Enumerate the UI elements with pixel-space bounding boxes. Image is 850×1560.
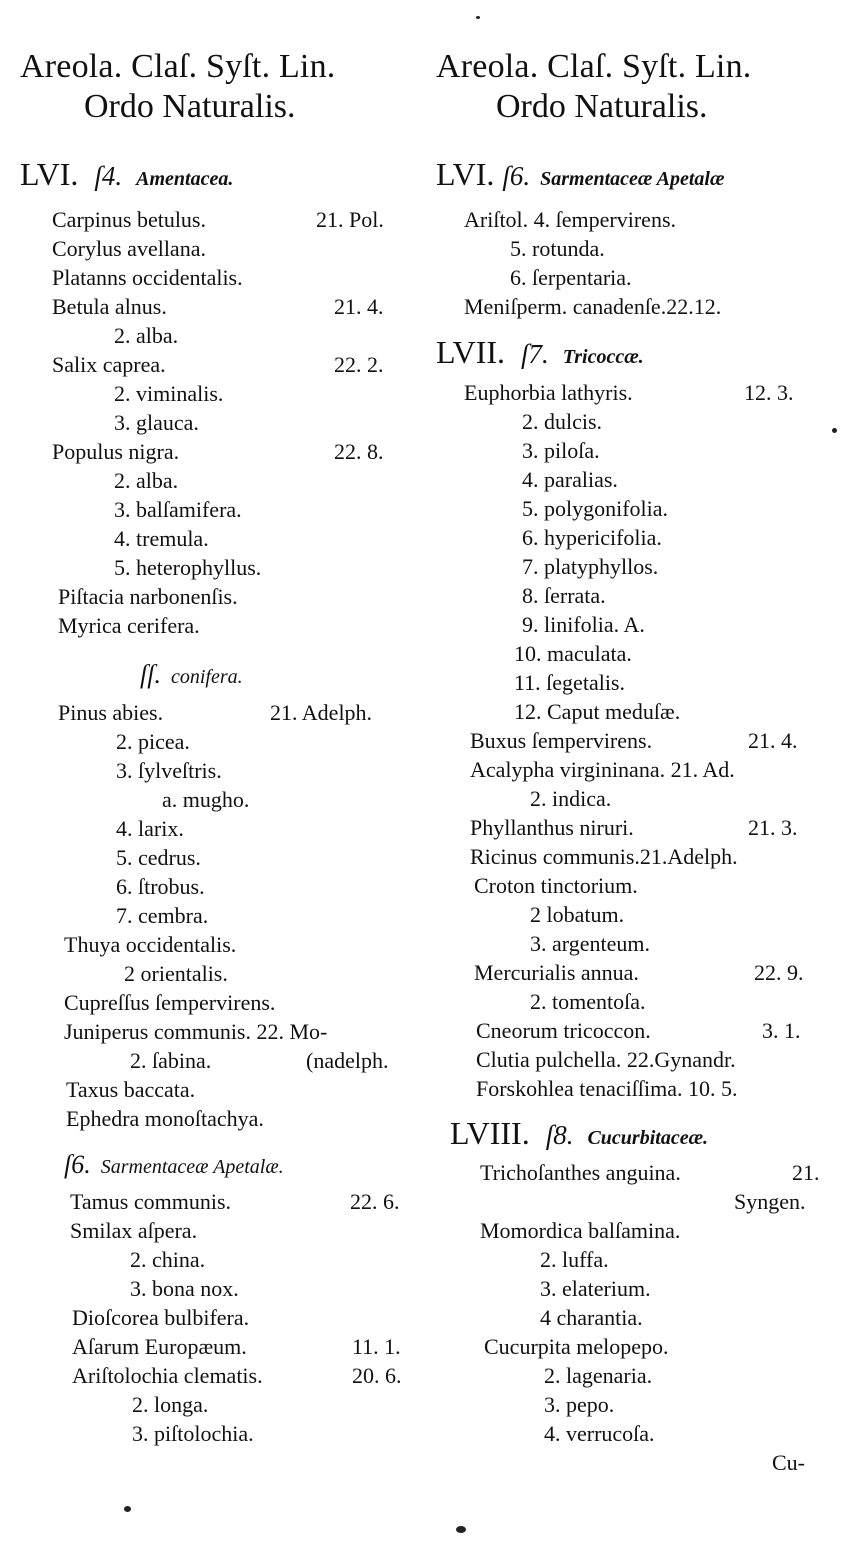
left-subsection-55	[140, 660, 243, 690]
list-item: Forskohlea tenaciſſima. 10. 5.	[476, 1076, 738, 1101]
list-item: Carpinus betulus.	[52, 207, 206, 232]
catchword: Cu-	[772, 1450, 805, 1475]
list-item: 6. hypericifolia.	[522, 525, 662, 550]
list-item: 4 charantia.	[540, 1305, 643, 1330]
list-item: 9. linifolia. A.	[522, 612, 645, 637]
list-item: Platanns occidentalis.	[52, 265, 243, 290]
right-column-subheader: Ordo Naturalis.	[496, 88, 708, 125]
section-family: Tricoccæ.	[562, 346, 644, 368]
list-item: Meniſperm. canadenſe.22.12.	[464, 294, 722, 319]
list-item: 7. platyphyllos.	[522, 554, 659, 579]
list-item: 3. pepo.	[544, 1392, 615, 1417]
list-item: Euphorbia lathyris.	[464, 380, 633, 405]
left-column-header: Areola. Claſ. Syſt. Lin.	[20, 48, 336, 85]
list-item: Taxus baccata.	[66, 1077, 196, 1102]
list-item: 2. picea.	[116, 729, 190, 754]
list-item: Smilax aſpera.	[70, 1218, 198, 1243]
list-item: 3. piloſa.	[522, 438, 600, 463]
list-item: 3. ſylveſtris.	[116, 758, 222, 783]
list-item-class: 21. Adelph.	[270, 700, 373, 725]
section-roman: LVII.	[436, 334, 506, 370]
list-item: Juniperus communis. 22. Mo-	[64, 1019, 328, 1044]
list-item: Croton tinctorium.	[474, 873, 638, 898]
section-number: ſ7.	[521, 339, 549, 369]
list-item: Aſarum Europæum.	[72, 1334, 247, 1359]
list-item: Tamus communis.	[70, 1189, 232, 1214]
list-item: Pinus abies.	[58, 700, 164, 725]
section-family: conifera.	[170, 666, 243, 688]
section-number: ſ8.	[545, 1120, 574, 1150]
list-item: Cupreſſus ſempervirens.	[64, 990, 276, 1015]
section-number: ſ6.	[502, 161, 531, 191]
section-number: ſ4.	[94, 161, 123, 191]
list-item: 5. heterophyllus.	[114, 555, 262, 580]
list-item: 4. larix.	[116, 816, 184, 841]
list-item-class: 12. 3.	[744, 380, 794, 405]
list-item: 3. piſtolochia.	[132, 1421, 254, 1446]
left-subsection-56	[64, 1150, 284, 1180]
list-item: Trichoſanthes anguina.	[480, 1160, 681, 1185]
list-item: 5. cedrus.	[116, 845, 201, 870]
list-item: Myrica cerifera.	[58, 613, 200, 638]
list-item: Piſtacia narbonenſis.	[58, 584, 238, 609]
list-item: a. mugho.	[162, 787, 250, 812]
list-item: Populus nigra.	[52, 439, 180, 464]
list-item: 3. bona nox.	[130, 1276, 239, 1301]
list-item-class: 21. Pol.	[316, 207, 384, 232]
section-roman: LVI.	[20, 156, 79, 192]
list-item: 8. ſerrata.	[522, 583, 606, 608]
list-item: Ephedra monoſtachya.	[66, 1106, 264, 1131]
list-item: Cucurpita melopepo.	[484, 1334, 669, 1359]
list-item-class: 20. 6.	[352, 1363, 402, 1388]
left-column-subheader: Ordo Naturalis.	[84, 88, 296, 125]
list-item: 3. elaterium.	[540, 1276, 651, 1301]
list-item: 2. alba.	[114, 323, 179, 348]
list-item: 6. ſtrobus.	[116, 874, 205, 899]
list-item: Ricinus communis.21.Adelph.	[470, 844, 738, 869]
list-item: 2 orientalis.	[124, 961, 228, 986]
list-item: 2. ſabina.	[130, 1048, 212, 1073]
list-item: Acalypha virgininana. 21. Ad.	[470, 757, 735, 782]
list-item: 4. tremula.	[114, 526, 209, 551]
list-item: 3. glauca.	[114, 410, 199, 435]
list-item-class: 22. 9.	[754, 960, 804, 985]
right-section-lviii	[450, 1115, 708, 1152]
list-item: 3. argenteum.	[530, 931, 650, 956]
list-item: 4. verrucoſa.	[544, 1421, 655, 1446]
section-roman: LVIII.	[450, 1115, 530, 1151]
list-item: 10. maculata.	[514, 641, 632, 666]
ink-speck	[456, 1526, 466, 1533]
list-item: Dioſcorea bulbifera.	[72, 1305, 250, 1330]
section-family: Sarmentaceæ Apetalæ.	[100, 1156, 284, 1178]
list-item: 2. viminalis.	[114, 381, 224, 406]
list-item: Ariſtolochia clematis.	[72, 1363, 263, 1388]
list-item: 5. rotunda.	[510, 236, 605, 261]
section-number: ſſ.	[140, 660, 161, 689]
list-item: 2. tomentoſa.	[530, 989, 646, 1014]
list-item: Clutia pulchella. 22.Gynandr.	[476, 1047, 736, 1072]
list-item-class: 21.	[792, 1160, 820, 1185]
list-item: Buxus ſempervirens.	[470, 728, 653, 753]
right-section-lvi	[436, 156, 724, 193]
list-item: 2. lagenaria.	[544, 1363, 653, 1388]
section-family: Sarmentaceæ Apetalæ	[540, 168, 725, 190]
list-item: 2. luffa.	[540, 1247, 609, 1272]
list-item: Momordica balſamina.	[480, 1218, 681, 1243]
list-item: Cneorum tricoccon.	[476, 1018, 651, 1043]
left-section-lvi	[20, 156, 233, 193]
ink-speck	[476, 16, 480, 19]
ink-speck	[124, 1506, 131, 1512]
list-item: 11. ſegetalis.	[514, 670, 625, 695]
list-item: 2. indica.	[530, 786, 612, 811]
list-item-class: 22. 8.	[334, 439, 384, 464]
list-item-class: 22. 2.	[334, 352, 384, 377]
list-item: 7. cembra.	[116, 903, 209, 928]
list-item-class: 3. 1.	[762, 1018, 801, 1043]
list-item: 6. ſerpentaria.	[510, 265, 632, 290]
right-column-header: Areola. Claſ. Syſt. Lin.	[436, 48, 752, 85]
list-item: Salix caprea.	[52, 352, 166, 377]
list-item-class: (nadelph.	[306, 1048, 389, 1073]
list-item: Ariſtol. 4. ſempervirens.	[464, 207, 677, 232]
list-item: 4. paralias.	[522, 467, 618, 492]
list-item: 2. alba.	[114, 468, 179, 493]
list-item: Betula alnus.	[52, 294, 167, 319]
list-item: Mercurialis annua.	[474, 960, 639, 985]
section-roman: LVI.	[436, 156, 495, 192]
list-item-class: 11. 1.	[352, 1334, 401, 1359]
list-item: Thuya occidentalis.	[64, 932, 237, 957]
list-item: Corylus avellana.	[52, 236, 206, 261]
list-item: Phyllanthus niruri.	[470, 815, 634, 840]
list-item: 12. Caput meduſæ.	[514, 699, 681, 724]
list-item: 2. longa.	[132, 1392, 209, 1417]
section-family: Amentacea.	[136, 168, 234, 190]
section-number: ſ6.	[64, 1150, 91, 1179]
right-section-lvii	[436, 334, 644, 371]
list-item: 2. dulcis.	[522, 409, 603, 434]
ink-speck	[832, 428, 837, 433]
list-item-class: Syngen.	[734, 1189, 806, 1214]
section-family: Cucurbitaceæ.	[587, 1127, 709, 1149]
list-item-class: 22. 6.	[350, 1189, 400, 1214]
list-item: 5. polygonifolia.	[522, 496, 669, 521]
list-item: 3. balſamifera.	[114, 497, 242, 522]
list-item: 2 lobatum.	[530, 902, 625, 927]
right-column	[430, 0, 850, 1560]
list-item-class: 21. 4.	[748, 728, 798, 753]
left-column	[0, 0, 420, 1560]
list-item: 2. china.	[130, 1247, 206, 1272]
list-item-class: 21. 3.	[748, 815, 798, 840]
list-item-class: 21. 4.	[334, 294, 384, 319]
